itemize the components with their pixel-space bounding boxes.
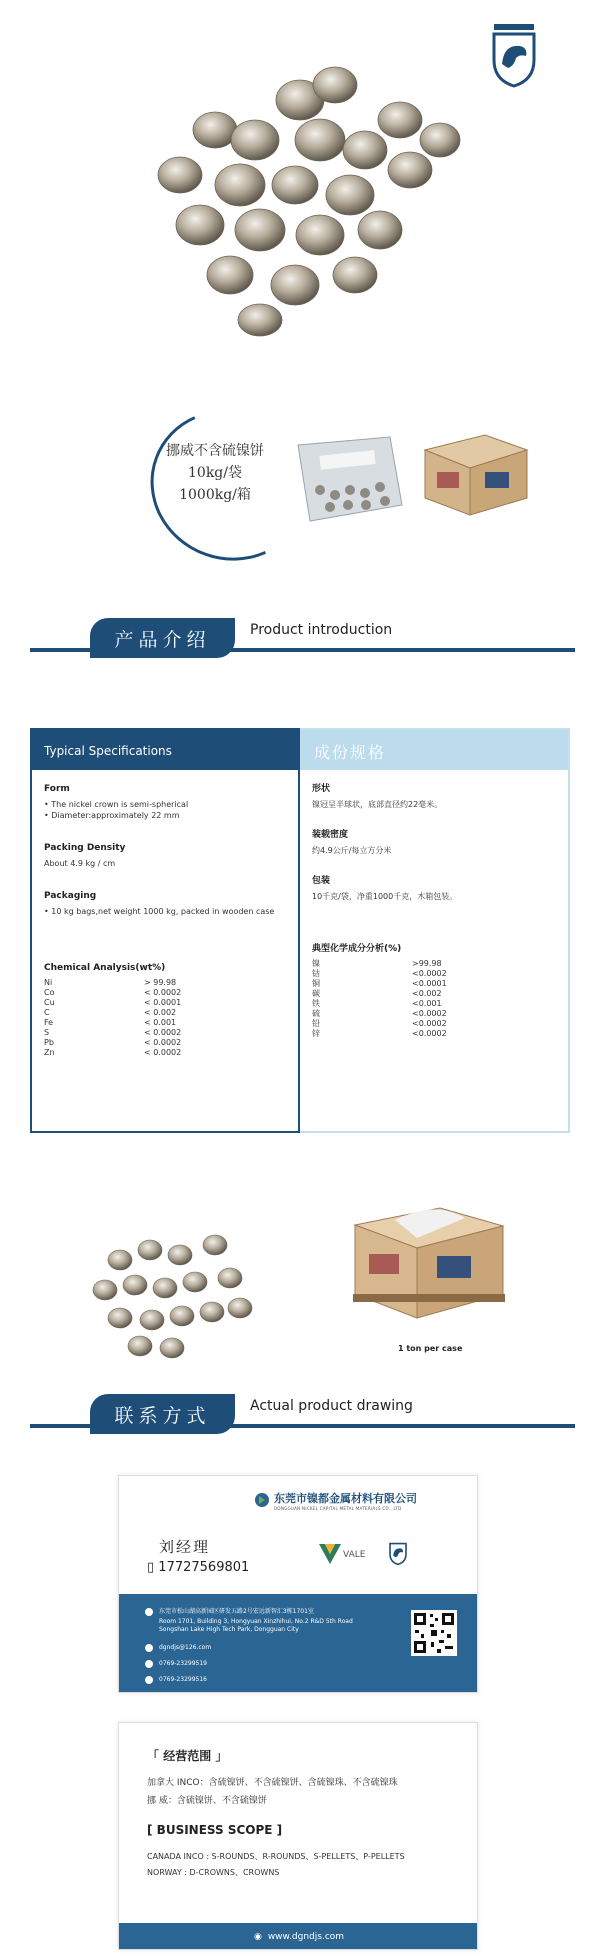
vale-label: VALE (343, 1550, 366, 1560)
chem-element: Co (44, 988, 55, 997)
chem-element: 碳 (312, 989, 320, 998)
globe-icon: ◉ (253, 1932, 262, 1942)
chem-element: 钴 (312, 969, 320, 978)
chem-row (44, 1038, 286, 1048)
cn-pack-block (300, 876, 568, 902)
chem-row (312, 1019, 556, 1029)
chem-title: Chemical Analysis(wt%) (44, 963, 166, 973)
chem-element: 铜 (312, 979, 320, 988)
scope-norway-en: NORWAY : D-CROWNS、CROWNS (147, 1868, 280, 1877)
cn-pack-title: 包装 (312, 876, 331, 886)
cn-density-value: 约4.9公斤/每立方分米 (312, 846, 392, 855)
chem-value: <0.002 (412, 989, 442, 998)
chem-element: 镍 (312, 959, 320, 968)
cn-chem-rows (312, 959, 556, 1039)
case-caption: 1 ton per case (398, 1344, 463, 1353)
cn-form-value: 镍冠呈半球状，底部直径约22毫米。 (312, 800, 443, 809)
chem-row (312, 979, 556, 989)
specifications-table (30, 728, 570, 1133)
form-title: Form (44, 784, 70, 794)
chem-element: 铅 (312, 1019, 320, 1028)
chem-row (44, 998, 286, 1008)
spec-chinese-panel (300, 728, 570, 1133)
chem-value: < 0.0001 (144, 998, 182, 1007)
chem-row (44, 1028, 286, 1038)
vale-logo-icon (319, 1544, 341, 1564)
chem-row (312, 999, 556, 1009)
chem-value: <0.001 (412, 999, 442, 1008)
header-title-en: Actual product drawing (250, 1398, 413, 1414)
density-block (32, 843, 298, 869)
density-value: About 4.9 kg / cm (44, 859, 116, 868)
cn-density-block (300, 830, 568, 856)
header-tab-cn: 产品介绍 (90, 618, 235, 658)
chem-row (44, 988, 286, 998)
density-title: Packing Density (44, 843, 126, 853)
packaging-info (150, 440, 280, 506)
packaging-case-weight: 1000kg/箱 (179, 487, 251, 503)
packaging-bag-weight: 10kg/袋 (188, 465, 242, 481)
chem-value: <0.0002 (412, 1019, 447, 1028)
chem-value: > 99.98 (144, 978, 177, 987)
spec-english-header: Typical Specifications (32, 730, 298, 770)
chem-element: 锌 (312, 1029, 320, 1038)
chem-row (44, 1048, 286, 1058)
qr-code-icon (411, 1610, 457, 1656)
email[interactable]: dgndjs@126.com (159, 1644, 212, 1651)
wooden-case-photo (415, 420, 535, 520)
chem-element: 铁 (312, 999, 320, 1008)
nickel-crowns-photo-small (80, 1220, 270, 1370)
header-title-en: Product introduction (250, 622, 393, 638)
contact-header (30, 1394, 575, 1434)
phone-icon (145, 1660, 153, 1668)
chem-value: < 0.0002 (144, 1028, 182, 1037)
cn-density-title: 装载密度 (312, 830, 349, 840)
company-shield-logo (490, 20, 538, 90)
contact-person: 刘经理 (159, 1538, 211, 1556)
chem-element: Ni (44, 978, 53, 987)
scope-title-en: [ BUSINESS SCOPE ] (147, 1823, 283, 1837)
chem-rows (44, 978, 286, 1058)
wooden-case-large-photo (345, 1190, 510, 1330)
chem-block (32, 963, 298, 1058)
business-card (118, 1475, 478, 1693)
chem-row (312, 1029, 556, 1039)
cn-chem-title: 典型化学成分分析(%) (312, 944, 402, 954)
scope-canada-en: CANADA INCO : S-ROUNDS、R-ROUNDS、S-PELLETS、P-PELLETS (147, 1852, 405, 1861)
chem-row (44, 1018, 286, 1028)
address-en-1: Room 1701, Building 3, Hongyuan Xinzhihui, No.2 R&D 5th Road (159, 1618, 353, 1625)
packaging-title-en: Packaging (44, 891, 97, 901)
website-bar (119, 1923, 478, 1950)
address-cn: 东莞市松山湖高新园区研发五路2号宏远新智汇3栋1701室 (159, 1608, 314, 1615)
website-link[interactable]: www.dgndjs.com (267, 1932, 345, 1942)
business-scope-card (118, 1722, 478, 1950)
fax: 0769-23299516 (159, 1676, 207, 1683)
location-icon (145, 1608, 153, 1616)
email-icon (145, 1644, 153, 1652)
chem-element: S (44, 1028, 50, 1037)
chem-row (312, 959, 556, 969)
chem-element: Fe (44, 1018, 54, 1027)
chem-element: Cu (44, 998, 55, 1007)
chem-element: 硫 (312, 1009, 320, 1018)
chem-value: < 0.001 (144, 1018, 177, 1027)
contact-phone: ▯ 17727569801 (147, 1560, 250, 1575)
cn-form-block (300, 784, 568, 810)
company-shield-logo-small (387, 1538, 409, 1566)
chem-element: C (44, 1008, 50, 1017)
chem-row (44, 1008, 286, 1018)
cn-chem-block (300, 944, 568, 1039)
product-intro-header (30, 618, 575, 658)
chem-element: Pb (44, 1038, 54, 1047)
cn-form-title: 形状 (312, 784, 331, 794)
form-block (32, 784, 298, 821)
fax-icon (145, 1676, 153, 1684)
chem-value: <0.0002 (412, 1029, 447, 1038)
scope-norway-cn: 挪 威：含硫镍饼、不含硫镍饼 (147, 1796, 267, 1806)
packaging-value: • 10 kg bags,net weight 1000 kg, packed in wooden case (44, 907, 275, 916)
packaging-title: 挪威不含硫镍饼 (166, 443, 264, 459)
chem-row (312, 969, 556, 979)
packaging-block (32, 891, 298, 917)
nickel-crowns-photo (120, 60, 480, 340)
scope-title-cn: 「 经营范围 」 (147, 1749, 228, 1763)
cn-pack-value: 10千克/袋，净重1000千克，木箱包装。 (312, 892, 458, 901)
company-name: 东莞市镍都金属材料有限公司 (274, 1492, 417, 1505)
nickel-bag-photo (290, 435, 405, 525)
chem-value: < 0.0002 (144, 1048, 182, 1057)
contact-band (119, 1594, 478, 1693)
company-mark-icon (254, 1492, 270, 1508)
chem-value: < 0.002 (144, 1008, 177, 1017)
chem-value: <0.0002 (412, 969, 447, 978)
chem-row (312, 1009, 556, 1019)
company-name-en: DONGGUAN NICKEL CAPITAL METAL MATERIALS CO., LTD (274, 1506, 402, 1511)
chem-row (312, 989, 556, 999)
chem-element: Zn (44, 1048, 55, 1057)
chem-value: <0.0001 (412, 979, 447, 988)
form-item: • The nickel crown is semi-spherical (44, 800, 189, 809)
form-item: • Diameter:approximately 22 mm (44, 811, 180, 820)
chem-value: >99.98 (412, 959, 442, 968)
telephone: 0769-23299519 (159, 1660, 207, 1667)
chem-value: <0.0002 (412, 1009, 447, 1018)
chem-value: < 0.0002 (144, 988, 182, 997)
spec-chinese-header: 成份规格 (300, 730, 568, 770)
scope-canada-cn: 加拿大 INCO：含硫镍饼、不含硫镍饼、含硫镍珠、不含硫镍珠 (147, 1778, 398, 1788)
spec-english-panel (30, 728, 300, 1133)
chem-row (44, 978, 286, 988)
chem-value: < 0.0002 (144, 1038, 182, 1047)
address-en-2: Songshan Lake High Tech Park, Dongguan City (159, 1626, 299, 1633)
header-tab-cn: 联系方式 (90, 1394, 235, 1434)
